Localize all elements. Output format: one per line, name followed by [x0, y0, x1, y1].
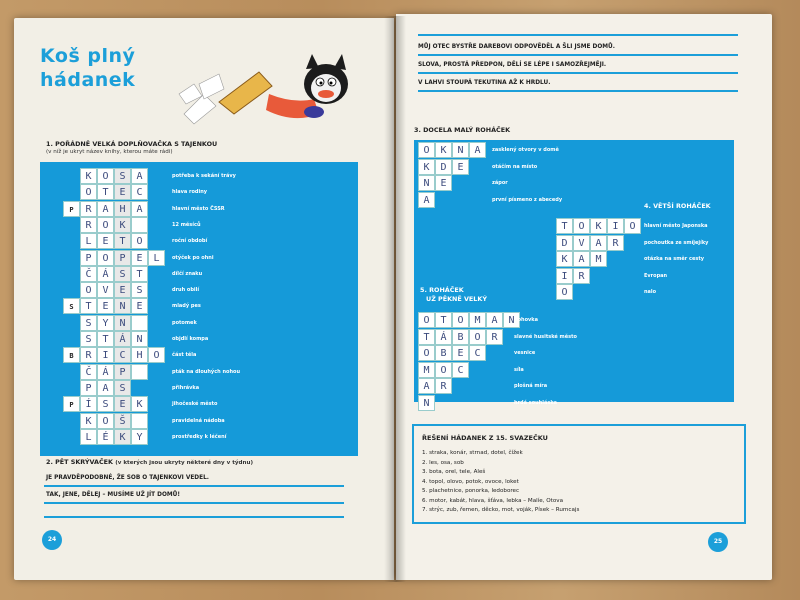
hidden-word-line-4: SLOVA, PROSTÁ PŘEDPON, DĚLÍ SE LÉPE I SAMOZŘEJMĚJI.	[418, 62, 607, 68]
crossword-cell[interactable]	[131, 364, 148, 380]
crossword-3-clue: zápor	[492, 180, 508, 186]
crossword-cell[interactable]: E	[131, 250, 148, 266]
crossword-cell[interactable]: S	[114, 168, 131, 184]
crossword-4-cell[interactable]: A	[573, 251, 590, 267]
crossword-5-cell[interactable]: T	[418, 329, 435, 345]
crossword-clue: prostředky k léčení	[172, 433, 227, 440]
divider	[418, 34, 738, 36]
crossword-cell[interactable]: P	[114, 364, 131, 380]
crossword-5-clue: pohovka	[514, 317, 538, 323]
crossword-cell[interactable]: O	[131, 233, 148, 249]
crossword-5-cell[interactable]: R	[435, 378, 452, 394]
section-4-heading: 4. VĚTŠÍ ROHÁČEK	[644, 202, 711, 210]
divider	[418, 54, 738, 56]
crossword-clue: přihrávka	[172, 384, 200, 391]
crossword-cell[interactable]: L	[80, 429, 97, 445]
crossword-5-cell[interactable]: R	[486, 329, 503, 345]
hidden-word-line-1: JE PRAVDĚPODOBNÉ, ŽE SOB O TAJENKOVI VEDEL.	[46, 475, 209, 481]
solution-line: 1. straka, konár, strnad, dotel, čížek	[422, 450, 523, 456]
crossword-5-cell[interactable]: Á	[435, 329, 452, 345]
crossword-5-cell[interactable]: O	[452, 312, 469, 328]
crossword-cell[interactable]: Á	[97, 266, 114, 282]
divider	[44, 516, 344, 518]
section-3-heading: 3. DOCELA MALÝ ROHÁČEK	[414, 126, 511, 134]
crossword-cell[interactable]: I	[97, 347, 114, 363]
crossword-clue: objdlí kompa	[172, 336, 209, 342]
crossword-cell[interactable]: K	[114, 429, 131, 445]
page-title: Koš plný hádanek	[40, 45, 136, 91]
divider	[44, 502, 344, 504]
solution-line: 4. topol, olovo, potok, ovoce, loket	[422, 478, 519, 485]
crossword-cell[interactable]: T	[97, 184, 114, 200]
crossword-cell[interactable]: O	[97, 168, 114, 184]
crossword-4-cell[interactable]: D	[556, 235, 573, 251]
crossword-cell[interactable]: A	[97, 201, 114, 217]
page-number-badge: 24	[42, 530, 62, 550]
crossword-cell[interactable]: S	[114, 380, 131, 396]
crossword-cell[interactable]: E	[97, 233, 114, 249]
crossword-5-cell[interactable]: T	[435, 312, 452, 328]
crossword-cell[interactable]: T	[97, 331, 114, 347]
crossword-5-clue: vesnice	[514, 350, 536, 356]
crossword-cell[interactable]: O	[148, 347, 165, 363]
crossword-4-cell[interactable]: M	[590, 251, 607, 267]
crossword-4-clue: nalo	[644, 289, 657, 295]
crossword-clue: pravidelná nádoba	[172, 417, 225, 424]
crossword-cell[interactable]: R	[80, 217, 97, 233]
crossword-3-cell[interactable]: K	[418, 159, 435, 175]
crossword-cell[interactable]: P	[80, 250, 97, 266]
solution-line: 5. plachetnice, ponorka, ledoborec	[422, 488, 520, 494]
crossword-3-cell[interactable]: E	[435, 175, 452, 191]
crossword-cell[interactable]: Á	[97, 364, 114, 380]
crossword-3-clue: otáčím na místo	[492, 163, 538, 170]
crossword-5-cell[interactable]: O	[435, 362, 452, 378]
hidden-word-line-3: MŮJ OTEC BYSTŘE DAREBOVI ODPOVĚDĚL A ŠLI JSME DOMŮ.	[418, 44, 615, 50]
crossword-cell[interactable]: A	[97, 380, 114, 396]
crossword-5-cell[interactable]: M	[418, 362, 435, 378]
crossword-cell[interactable]: T	[131, 266, 148, 282]
crossword-4-cell[interactable]: I	[556, 268, 573, 284]
crossword-cell[interactable]: R	[80, 201, 97, 217]
hidden-word-line-5: V LAHVI STOUPÁ TEKUTINA AŽ K HRDLU.	[418, 80, 551, 86]
crossword-4-cell[interactable]: K	[556, 251, 573, 267]
crossword-4-cell[interactable]: I	[607, 218, 624, 234]
crossword-5-cell[interactable]: O	[418, 312, 435, 328]
crossword-cell[interactable]: O	[80, 184, 97, 200]
crossword-3-cell[interactable]: D	[435, 159, 452, 175]
left-page	[14, 18, 394, 580]
crossword-cell[interactable]: P	[114, 250, 131, 266]
crossword-5-cell[interactable]: O	[469, 329, 486, 345]
crossword-cell[interactable]: Á	[114, 331, 131, 347]
crossword-3-cell[interactable]: A	[469, 142, 486, 158]
crossword-cell[interactable]: O	[97, 413, 114, 429]
crossword-5-cell[interactable]: N	[418, 395, 435, 411]
crossword-prefix-cell: P	[63, 201, 80, 217]
crossword-3-cell[interactable]: O	[418, 142, 435, 158]
divider	[44, 485, 344, 487]
crossword-cell[interactable]: H	[131, 347, 148, 363]
crossword-cell[interactable]: R	[80, 347, 97, 363]
cat-with-cone-illustration	[174, 44, 364, 134]
page-number-badge: 25	[708, 532, 728, 552]
crossword-clue: roční období	[172, 238, 208, 245]
crossword-4-cell[interactable]: T	[556, 218, 573, 234]
crossword-5-cell[interactable]: A	[418, 378, 435, 394]
crossword-cell[interactable]: E	[114, 184, 131, 200]
crossword-cell[interactable]: S	[97, 396, 114, 412]
book-spine	[384, 16, 406, 582]
solution-line: 6. motor, kabát, hlava, šťáva, lebka – Malíe, Otova	[422, 497, 563, 504]
crossword-5-cell[interactable]: E	[452, 345, 469, 361]
crossword-cell[interactable]: P	[80, 380, 97, 396]
crossword-cell[interactable]: H	[114, 201, 131, 217]
solutions-title: ŘEŠENÍ HÁDANEK Z 15. SVAZEČKU	[422, 434, 548, 442]
crossword-clue: hlavní město ČSSR	[172, 205, 225, 212]
crossword-cell[interactable]: É	[97, 429, 114, 445]
crossword-cell[interactable]: K	[80, 413, 97, 429]
crossword-cell[interactable]: S	[80, 331, 97, 347]
crossword-5-cell[interactable]: M	[469, 312, 486, 328]
crossword-clue: část těla	[172, 352, 197, 359]
crossword-cell[interactable]: N	[114, 315, 131, 331]
solutions-box	[412, 424, 746, 524]
crossword-5-clue: plošná míra	[514, 383, 548, 389]
section-5-heading: 5. ROHÁČEK	[420, 286, 464, 294]
crossword-cell[interactable]: Y	[131, 429, 148, 445]
section-1-heading: 1. POŘÁDNĚ VELKÁ DOPLŇOVAČKA S TAJENKOU	[46, 140, 218, 148]
crossword-clue: otýček po ohni	[172, 254, 214, 261]
crossword-cell[interactable]: K	[80, 168, 97, 184]
crossword-3-clue: zasklený otvory v domě	[492, 147, 559, 153]
section-1-subtitle: (v níž je ukryt název knihy, kterou máte rádi)	[46, 149, 173, 155]
crossword-3-cell[interactable]: N	[452, 142, 469, 158]
crossword-3-clue: první písmeno z abecedy	[492, 196, 563, 203]
crossword-cell[interactable]: E	[97, 298, 114, 314]
crossword-cell[interactable]: T	[114, 233, 131, 249]
divider	[418, 72, 738, 74]
crossword-cell[interactable]: C	[131, 184, 148, 200]
crossword-cell[interactable]: L	[80, 233, 97, 249]
crossword-cell[interactable]: O	[97, 217, 114, 233]
crossword-cell[interactable]: O	[80, 282, 97, 298]
crossword-clue: hlava rodiny	[172, 189, 208, 196]
section-2-heading: 2. PĚT SKRÝVAČEK (v kterých jsou ukryty některé dny v týdnu)	[46, 458, 254, 466]
crossword-5-cell[interactable]: C	[469, 345, 486, 361]
crossword-clue: mladý pes	[172, 303, 201, 310]
crossword-5-cell[interactable]: O	[418, 345, 435, 361]
crossword-5-cell[interactable]: A	[486, 312, 503, 328]
crossword-4-clue: otázka na směr cesty	[644, 256, 704, 262]
crossword-cell[interactable]: A	[131, 201, 148, 217]
crossword-5-clue: síla	[514, 366, 524, 373]
crossword-clue: potřeba k sekání trávy	[172, 173, 236, 179]
section-5-heading-2: UŽ PĚKNĚ VELKÝ	[426, 295, 487, 303]
crossword-clue: druh obilí	[172, 287, 200, 294]
crossword-5-cell[interactable]: C	[452, 362, 469, 378]
crossword-4-cell[interactable]: K	[590, 218, 607, 234]
crossword-cell[interactable]: N	[131, 331, 148, 347]
crossword-cell[interactable]: Č	[80, 266, 97, 282]
crossword-cell[interactable]: S	[114, 266, 131, 282]
crossword-4-clue: Evropan	[644, 272, 668, 279]
crossword-4-cell[interactable]: R	[573, 268, 590, 284]
crossword-cell[interactable]	[131, 315, 148, 331]
crossword-cell[interactable]: Š	[114, 413, 131, 429]
crossword-4-cell[interactable]: V	[573, 235, 590, 251]
crossword-4-clue: pochoutka ze smíjejíky	[644, 239, 709, 246]
crossword-4-cell[interactable]: O	[556, 284, 573, 300]
crossword-cell[interactable]: T	[80, 298, 97, 314]
crossword-4-cell[interactable]: O	[573, 218, 590, 234]
crossword-3-cell[interactable]: K	[435, 142, 452, 158]
crossword-cell[interactable]	[131, 413, 148, 429]
crossword-clue: jihočeské město	[172, 401, 218, 408]
crossword-cell[interactable]: V	[97, 282, 114, 298]
crossword-cell[interactable]: Í	[80, 396, 97, 412]
crossword-5-clue: hrdá souhláska	[514, 399, 558, 406]
crossword-3-cell[interactable]: E	[452, 159, 469, 175]
crossword-4-clue: hlavní město Japonska	[644, 223, 708, 229]
crossword-cell[interactable]	[131, 217, 148, 233]
crossword-5-cell[interactable]: B	[435, 345, 452, 361]
crossword-cell[interactable]: A	[131, 168, 148, 184]
crossword-clue: dílčí znaku	[172, 270, 203, 277]
hidden-word-line-2: TAK, JENE, DĚLEJ – MUSÍME UŽ JÍT DOMŮ!	[46, 492, 180, 498]
solution-line: 3. bota, orel, tele, Aleš	[422, 469, 486, 475]
divider	[418, 90, 738, 92]
crossword-cell[interactable]: N	[114, 298, 131, 314]
crossword-5-cell[interactable]: N	[503, 312, 520, 328]
crossword-3-cell[interactable]: A	[418, 192, 435, 208]
crossword-prefix-cell: B	[63, 347, 80, 363]
crossword-4-cell[interactable]: A	[590, 235, 607, 251]
crossword-clue: potomek	[172, 319, 197, 326]
crossword-cell[interactable]: S	[131, 282, 148, 298]
crossword-3-cell[interactable]: N	[418, 175, 435, 191]
crossword-cell[interactable]: E	[114, 396, 131, 412]
crossword-5-clue: slavné husitské město	[514, 333, 577, 340]
solution-line: 2. les, osa, sob	[422, 459, 464, 466]
crossword-cell[interactable]: S	[80, 315, 97, 331]
crossword-5-cell[interactable]: B	[452, 329, 469, 345]
crossword-clue: 12 měsíců	[172, 221, 201, 228]
crossword-cell[interactable]: Č	[80, 364, 97, 380]
crossword-cell[interactable]: E	[131, 298, 148, 314]
crossword-cell[interactable]: K	[114, 217, 131, 233]
crossword-cell[interactable]: Y	[97, 315, 114, 331]
crossword-cell[interactable]: K	[131, 396, 148, 412]
crossword-prefix-cell: P	[63, 396, 80, 412]
crossword-4-cell[interactable]: R	[607, 235, 624, 251]
crossword-cell[interactable]: L	[148, 250, 165, 266]
crossword-cell[interactable]: C	[114, 347, 131, 363]
crossword-cell[interactable]: E	[114, 282, 131, 298]
crossword-clue: pták na dlouhých nohou	[172, 368, 241, 375]
solution-line: 7. strýc, zub, řemen, děcko, mot, voják, Písek – Rumcajs	[422, 507, 580, 513]
crossword-cell[interactable]: O	[97, 250, 114, 266]
crossword-prefix-cell: S	[63, 298, 80, 314]
crossword-4-cell[interactable]: O	[624, 218, 641, 234]
